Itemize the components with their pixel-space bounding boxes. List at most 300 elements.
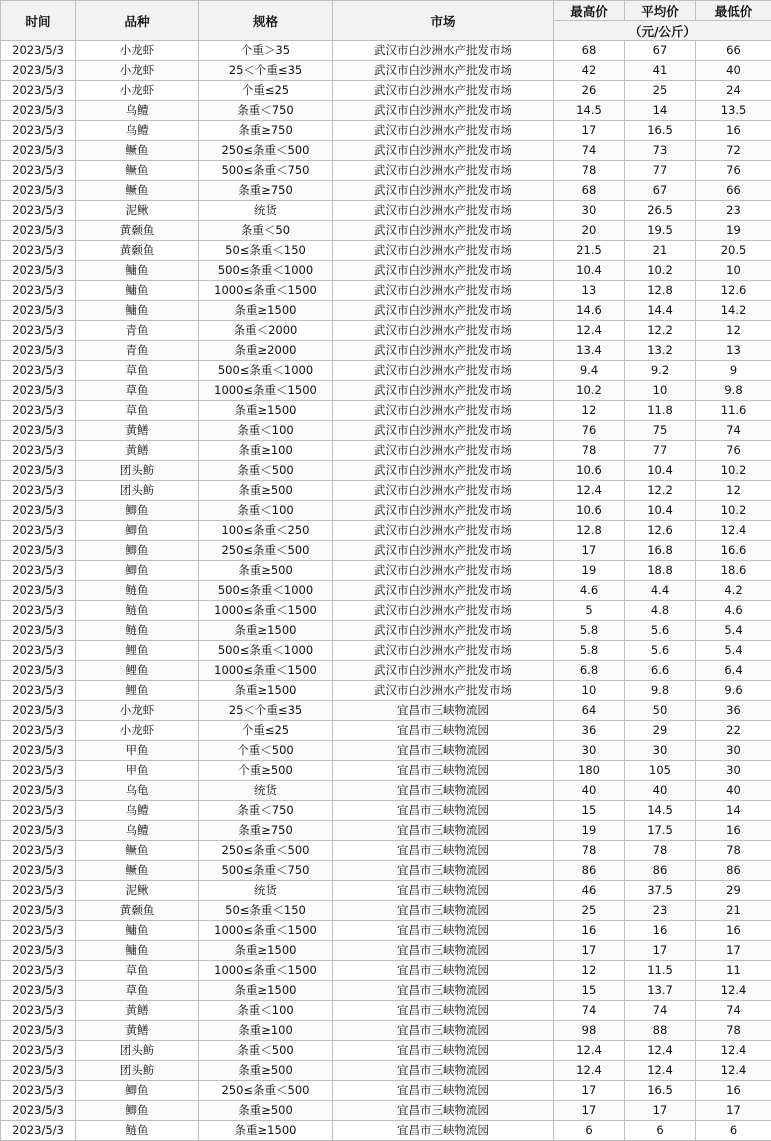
cell-market: 武汉市白沙洲水产批发市场 [333, 301, 554, 321]
cell-species: 鳙鱼 [76, 301, 199, 321]
header-avg: 平均价 [625, 1, 696, 21]
cell-species: 鲤鱼 [76, 681, 199, 701]
cell-market: 宜昌市三峡物流园 [333, 981, 554, 1001]
cell-spec: 1000≤条重＜1500 [199, 281, 333, 301]
cell-high: 36 [554, 721, 625, 741]
cell-date: 2023/5/3 [1, 61, 76, 81]
cell-avg: 16.8 [625, 541, 696, 561]
cell-avg: 12.4 [625, 1041, 696, 1061]
cell-low: 11 [696, 961, 771, 981]
cell-date: 2023/5/3 [1, 301, 76, 321]
cell-spec: 条重＜500 [199, 1041, 333, 1061]
cell-high: 20 [554, 221, 625, 241]
cell-date: 2023/5/3 [1, 161, 76, 181]
header-low: 最低价 [696, 1, 771, 21]
cell-low: 12 [696, 481, 771, 501]
cell-low: 5.4 [696, 621, 771, 641]
cell-spec: 条重≥2000 [199, 341, 333, 361]
cell-spec: 条重≥500 [199, 1061, 333, 1081]
cell-spec: 条重≥500 [199, 481, 333, 501]
cell-species: 黄鳝 [76, 1001, 199, 1021]
cell-species: 小龙虾 [76, 61, 199, 81]
cell-low: 72 [696, 141, 771, 161]
cell-spec: 条重≥500 [199, 1101, 333, 1121]
table-row [1, 701, 771, 721]
cell-high: 13 [554, 281, 625, 301]
cell-high: 21.5 [554, 241, 625, 261]
cell-low: 19 [696, 221, 771, 241]
table-row [1, 161, 771, 181]
cell-date: 2023/5/3 [1, 221, 76, 241]
cell-high: 17 [554, 541, 625, 561]
cell-date: 2023/5/3 [1, 101, 76, 121]
cell-spec: 个重≤25 [199, 721, 333, 741]
cell-avg: 78 [625, 841, 696, 861]
cell-market: 宜昌市三峡物流园 [333, 941, 554, 961]
cell-avg: 9.8 [625, 681, 696, 701]
cell-spec: 25＜个重≤35 [199, 61, 333, 81]
cell-low: 12 [696, 321, 771, 341]
cell-low: 29 [696, 881, 771, 901]
cell-species: 乌鳢 [76, 101, 199, 121]
cell-date: 2023/5/3 [1, 961, 76, 981]
cell-date: 2023/5/3 [1, 241, 76, 261]
cell-date: 2023/5/3 [1, 881, 76, 901]
cell-market: 宜昌市三峡物流园 [333, 901, 554, 921]
cell-high: 46 [554, 881, 625, 901]
table-row [1, 801, 771, 821]
cell-avg: 16 [625, 921, 696, 941]
cell-spec: 250≤条重＜500 [199, 841, 333, 861]
cell-market: 武汉市白沙洲水产批发市场 [333, 381, 554, 401]
cell-date: 2023/5/3 [1, 281, 76, 301]
cell-low: 4.6 [696, 601, 771, 621]
cell-avg: 5.6 [625, 641, 696, 661]
cell-low: 78 [696, 841, 771, 861]
cell-species: 小龙虾 [76, 41, 199, 61]
cell-avg: 16.5 [625, 1081, 696, 1101]
cell-high: 25 [554, 901, 625, 921]
cell-spec: 25＜个重≤35 [199, 701, 333, 721]
cell-date: 2023/5/3 [1, 441, 76, 461]
cell-date: 2023/5/3 [1, 981, 76, 1001]
cell-species: 团头鲂 [76, 1041, 199, 1061]
cell-market: 宜昌市三峡物流园 [333, 921, 554, 941]
cell-high: 13.4 [554, 341, 625, 361]
cell-spec: 条重＜100 [199, 421, 333, 441]
cell-market: 武汉市白沙洲水产批发市场 [333, 121, 554, 141]
cell-species: 乌鳢 [76, 821, 199, 841]
header-market: 市场 [333, 1, 554, 41]
table-row [1, 381, 771, 401]
cell-market: 宜昌市三峡物流园 [333, 1061, 554, 1081]
table-row [1, 641, 771, 661]
table-row [1, 781, 771, 801]
cell-species: 鲫鱼 [76, 1101, 199, 1121]
cell-high: 12.4 [554, 1061, 625, 1081]
table-row [1, 1081, 771, 1101]
table-header [1, 1, 771, 41]
table-row [1, 441, 771, 461]
cell-market: 宜昌市三峡物流园 [333, 1021, 554, 1041]
cell-low: 36 [696, 701, 771, 721]
cell-avg: 10 [625, 381, 696, 401]
cell-avg: 26.5 [625, 201, 696, 221]
cell-date: 2023/5/3 [1, 81, 76, 101]
cell-date: 2023/5/3 [1, 141, 76, 161]
cell-spec: 条重≥1500 [199, 621, 333, 641]
cell-species: 黄颡鱼 [76, 221, 199, 241]
cell-avg: 11.8 [625, 401, 696, 421]
cell-spec: 条重≥1500 [199, 401, 333, 421]
cell-market: 武汉市白沙洲水产批发市场 [333, 281, 554, 301]
cell-low: 13.5 [696, 101, 771, 121]
header-date: 时间 [1, 1, 76, 41]
cell-low: 21 [696, 901, 771, 921]
cell-spec: 500≤条重＜1000 [199, 261, 333, 281]
cell-market: 宜昌市三峡物流园 [333, 1001, 554, 1021]
cell-market: 宜昌市三峡物流园 [333, 781, 554, 801]
cell-spec: 条重＜100 [199, 501, 333, 521]
cell-high: 180 [554, 761, 625, 781]
cell-low: 16 [696, 121, 771, 141]
cell-species: 鲤鱼 [76, 661, 199, 681]
cell-low: 12.4 [696, 1041, 771, 1061]
cell-market: 武汉市白沙洲水产批发市场 [333, 521, 554, 541]
cell-species: 乌鳢 [76, 801, 199, 821]
cell-high: 10.2 [554, 381, 625, 401]
cell-spec: 条重≥750 [199, 821, 333, 841]
table-row [1, 241, 771, 261]
cell-date: 2023/5/3 [1, 541, 76, 561]
cell-low: 66 [696, 41, 771, 61]
cell-spec: 统货 [199, 881, 333, 901]
cell-spec: 条重≥100 [199, 1021, 333, 1041]
cell-date: 2023/5/3 [1, 1041, 76, 1061]
cell-market: 武汉市白沙洲水产批发市场 [333, 481, 554, 501]
cell-spec: 统货 [199, 201, 333, 221]
cell-spec: 条重≥500 [199, 561, 333, 581]
cell-spec: 1000≤条重＜1500 [199, 381, 333, 401]
table-row [1, 1041, 771, 1061]
table-row [1, 861, 771, 881]
cell-market: 武汉市白沙洲水产批发市场 [333, 501, 554, 521]
table-row [1, 401, 771, 421]
cell-market: 武汉市白沙洲水产批发市场 [333, 461, 554, 481]
cell-high: 40 [554, 781, 625, 801]
cell-spec: 条重≥1500 [199, 981, 333, 1001]
cell-market: 武汉市白沙洲水产批发市场 [333, 341, 554, 361]
header-spec: 规格 [199, 1, 333, 41]
cell-low: 18.6 [696, 561, 771, 581]
cell-species: 泥鳅 [76, 201, 199, 221]
cell-market: 宜昌市三峡物流园 [333, 801, 554, 821]
cell-avg: 12.6 [625, 521, 696, 541]
cell-low: 22 [696, 721, 771, 741]
table-row [1, 301, 771, 321]
table-row [1, 921, 771, 941]
cell-species: 鳙鱼 [76, 281, 199, 301]
cell-spec: 500≤条重＜1000 [199, 581, 333, 601]
table-row [1, 321, 771, 341]
cell-species: 鲫鱼 [76, 501, 199, 521]
cell-spec: 条重≥1500 [199, 681, 333, 701]
cell-species: 草鱼 [76, 401, 199, 421]
cell-date: 2023/5/3 [1, 641, 76, 661]
cell-avg: 5.6 [625, 621, 696, 641]
cell-spec: 50≤条重＜150 [199, 241, 333, 261]
cell-species: 鳜鱼 [76, 141, 199, 161]
cell-high: 17 [554, 941, 625, 961]
cell-low: 10 [696, 261, 771, 281]
table-row [1, 621, 771, 641]
cell-market: 武汉市白沙洲水产批发市场 [333, 661, 554, 681]
cell-avg: 16.5 [625, 121, 696, 141]
cell-date: 2023/5/3 [1, 501, 76, 521]
cell-market: 武汉市白沙洲水产批发市场 [333, 201, 554, 221]
cell-species: 草鱼 [76, 361, 199, 381]
cell-high: 30 [554, 741, 625, 761]
cell-date: 2023/5/3 [1, 521, 76, 541]
cell-avg: 4.8 [625, 601, 696, 621]
cell-spec: 250≤条重＜500 [199, 1081, 333, 1101]
cell-avg: 29 [625, 721, 696, 741]
cell-date: 2023/5/3 [1, 801, 76, 821]
table-row [1, 141, 771, 161]
table-row [1, 461, 771, 481]
cell-low: 4.2 [696, 581, 771, 601]
cell-species: 鲢鱼 [76, 601, 199, 621]
cell-date: 2023/5/3 [1, 781, 76, 801]
cell-market: 武汉市白沙洲水产批发市场 [333, 401, 554, 421]
cell-spec: 500≤条重＜1000 [199, 641, 333, 661]
cell-high: 64 [554, 701, 625, 721]
cell-avg: 6.6 [625, 661, 696, 681]
cell-low: 17 [696, 1101, 771, 1121]
cell-high: 12 [554, 401, 625, 421]
cell-avg: 11.5 [625, 961, 696, 981]
cell-market: 武汉市白沙洲水产批发市场 [333, 641, 554, 661]
header-species: 品种 [76, 1, 199, 41]
cell-market: 宜昌市三峡物流园 [333, 1101, 554, 1121]
cell-species: 团头鲂 [76, 1061, 199, 1081]
cell-market: 武汉市白沙洲水产批发市场 [333, 541, 554, 561]
table-row [1, 681, 771, 701]
table-row [1, 1001, 771, 1021]
cell-spec: 1000≤条重＜1500 [199, 661, 333, 681]
cell-spec: 500≤条重＜750 [199, 861, 333, 881]
table-row [1, 761, 771, 781]
cell-date: 2023/5/3 [1, 941, 76, 961]
cell-avg: 37.5 [625, 881, 696, 901]
cell-high: 6.8 [554, 661, 625, 681]
cell-species: 鳜鱼 [76, 841, 199, 861]
cell-avg: 21 [625, 241, 696, 261]
cell-low: 9.6 [696, 681, 771, 701]
cell-species: 鳜鱼 [76, 161, 199, 181]
cell-date: 2023/5/3 [1, 1121, 76, 1141]
table-row [1, 481, 771, 501]
cell-date: 2023/5/3 [1, 721, 76, 741]
cell-high: 10.4 [554, 261, 625, 281]
cell-high: 86 [554, 861, 625, 881]
cell-species: 鲢鱼 [76, 621, 199, 641]
table-row [1, 501, 771, 521]
cell-low: 14 [696, 801, 771, 821]
header-high: 最高价 [554, 1, 625, 21]
cell-species: 草鱼 [76, 961, 199, 981]
cell-low: 40 [696, 61, 771, 81]
cell-avg: 14 [625, 101, 696, 121]
cell-market: 武汉市白沙洲水产批发市场 [333, 241, 554, 261]
table-row [1, 421, 771, 441]
cell-low: 5.4 [696, 641, 771, 661]
cell-species: 鲫鱼 [76, 1081, 199, 1101]
cell-high: 15 [554, 981, 625, 1001]
cell-species: 泥鳅 [76, 881, 199, 901]
table-row [1, 121, 771, 141]
cell-avg: 17 [625, 941, 696, 961]
cell-spec: 条重≥100 [199, 441, 333, 461]
cell-avg: 73 [625, 141, 696, 161]
cell-date: 2023/5/3 [1, 621, 76, 641]
cell-date: 2023/5/3 [1, 581, 76, 601]
cell-high: 68 [554, 41, 625, 61]
cell-date: 2023/5/3 [1, 741, 76, 761]
cell-avg: 9.2 [625, 361, 696, 381]
cell-avg: 17 [625, 1101, 696, 1121]
cell-spec: 条重＜2000 [199, 321, 333, 341]
cell-spec: 个重＞35 [199, 41, 333, 61]
cell-market: 宜昌市三峡物流园 [333, 961, 554, 981]
table-row [1, 281, 771, 301]
cell-high: 15 [554, 801, 625, 821]
cell-avg: 30 [625, 741, 696, 761]
cell-avg: 14.4 [625, 301, 696, 321]
cell-avg: 12.4 [625, 1061, 696, 1081]
table-row [1, 61, 771, 81]
cell-species: 团头鲂 [76, 481, 199, 501]
cell-high: 74 [554, 1001, 625, 1021]
cell-high: 98 [554, 1021, 625, 1041]
cell-date: 2023/5/3 [1, 381, 76, 401]
cell-spec: 500≤条重＜1000 [199, 361, 333, 381]
table-row [1, 581, 771, 601]
table-row [1, 741, 771, 761]
cell-date: 2023/5/3 [1, 181, 76, 201]
table-row [1, 181, 771, 201]
cell-high: 10 [554, 681, 625, 701]
cell-spec: 条重＜750 [199, 801, 333, 821]
table-row [1, 41, 771, 61]
table-row [1, 561, 771, 581]
cell-species: 团头鲂 [76, 461, 199, 481]
cell-avg: 25 [625, 81, 696, 101]
cell-species: 乌龟 [76, 781, 199, 801]
table-row [1, 221, 771, 241]
cell-species: 鲫鱼 [76, 541, 199, 561]
cell-high: 5.8 [554, 641, 625, 661]
table-row [1, 1021, 771, 1041]
table-row [1, 661, 771, 681]
table-row [1, 261, 771, 281]
table-row [1, 101, 771, 121]
cell-low: 74 [696, 421, 771, 441]
cell-market: 武汉市白沙洲水产批发市场 [333, 41, 554, 61]
cell-market: 宜昌市三峡物流园 [333, 841, 554, 861]
cell-market: 武汉市白沙洲水产批发市场 [333, 561, 554, 581]
cell-market: 武汉市白沙洲水产批发市场 [333, 441, 554, 461]
cell-avg: 86 [625, 861, 696, 881]
cell-low: 40 [696, 781, 771, 801]
cell-market: 武汉市白沙洲水产批发市场 [333, 161, 554, 181]
cell-date: 2023/5/3 [1, 421, 76, 441]
table-row [1, 901, 771, 921]
cell-spec: 统货 [199, 781, 333, 801]
cell-spec: 250≤条重＜500 [199, 141, 333, 161]
cell-high: 10.6 [554, 501, 625, 521]
table-body [1, 41, 771, 1141]
table-row [1, 341, 771, 361]
cell-species: 黄鳝 [76, 1021, 199, 1041]
cell-high: 12 [554, 961, 625, 981]
cell-date: 2023/5/3 [1, 861, 76, 881]
cell-high: 4.6 [554, 581, 625, 601]
cell-spec: 100≤条重＜250 [199, 521, 333, 541]
cell-spec: 500≤条重＜750 [199, 161, 333, 181]
cell-avg: 74 [625, 1001, 696, 1021]
cell-low: 23 [696, 201, 771, 221]
cell-low: 9.8 [696, 381, 771, 401]
cell-high: 78 [554, 841, 625, 861]
cell-high: 78 [554, 441, 625, 461]
cell-date: 2023/5/3 [1, 481, 76, 501]
cell-low: 78 [696, 1021, 771, 1041]
cell-market: 武汉市白沙洲水产批发市场 [333, 261, 554, 281]
cell-market: 武汉市白沙洲水产批发市场 [333, 581, 554, 601]
cell-market: 宜昌市三峡物流园 [333, 701, 554, 721]
cell-market: 武汉市白沙洲水产批发市场 [333, 141, 554, 161]
header-unit: （元/公斤） [554, 21, 771, 41]
cell-avg: 10.4 [625, 501, 696, 521]
cell-avg: 77 [625, 441, 696, 461]
cell-spec: 1000≤条重＜1500 [199, 961, 333, 981]
cell-low: 12.4 [696, 981, 771, 1001]
cell-low: 9 [696, 361, 771, 381]
cell-avg: 50 [625, 701, 696, 721]
table-row [1, 881, 771, 901]
cell-high: 17 [554, 1101, 625, 1121]
cell-avg: 4.4 [625, 581, 696, 601]
cell-species: 黄鳝 [76, 421, 199, 441]
cell-avg: 88 [625, 1021, 696, 1041]
cell-species: 小龙虾 [76, 701, 199, 721]
cell-avg: 12.2 [625, 321, 696, 341]
cell-market: 宜昌市三峡物流园 [333, 881, 554, 901]
cell-high: 10.6 [554, 461, 625, 481]
cell-date: 2023/5/3 [1, 1081, 76, 1101]
cell-low: 11.6 [696, 401, 771, 421]
cell-high: 12.8 [554, 521, 625, 541]
cell-avg: 14.5 [625, 801, 696, 821]
cell-date: 2023/5/3 [1, 201, 76, 221]
cell-date: 2023/5/3 [1, 841, 76, 861]
cell-low: 76 [696, 161, 771, 181]
cell-date: 2023/5/3 [1, 341, 76, 361]
cell-species: 草鱼 [76, 381, 199, 401]
cell-low: 14.2 [696, 301, 771, 321]
cell-date: 2023/5/3 [1, 561, 76, 581]
